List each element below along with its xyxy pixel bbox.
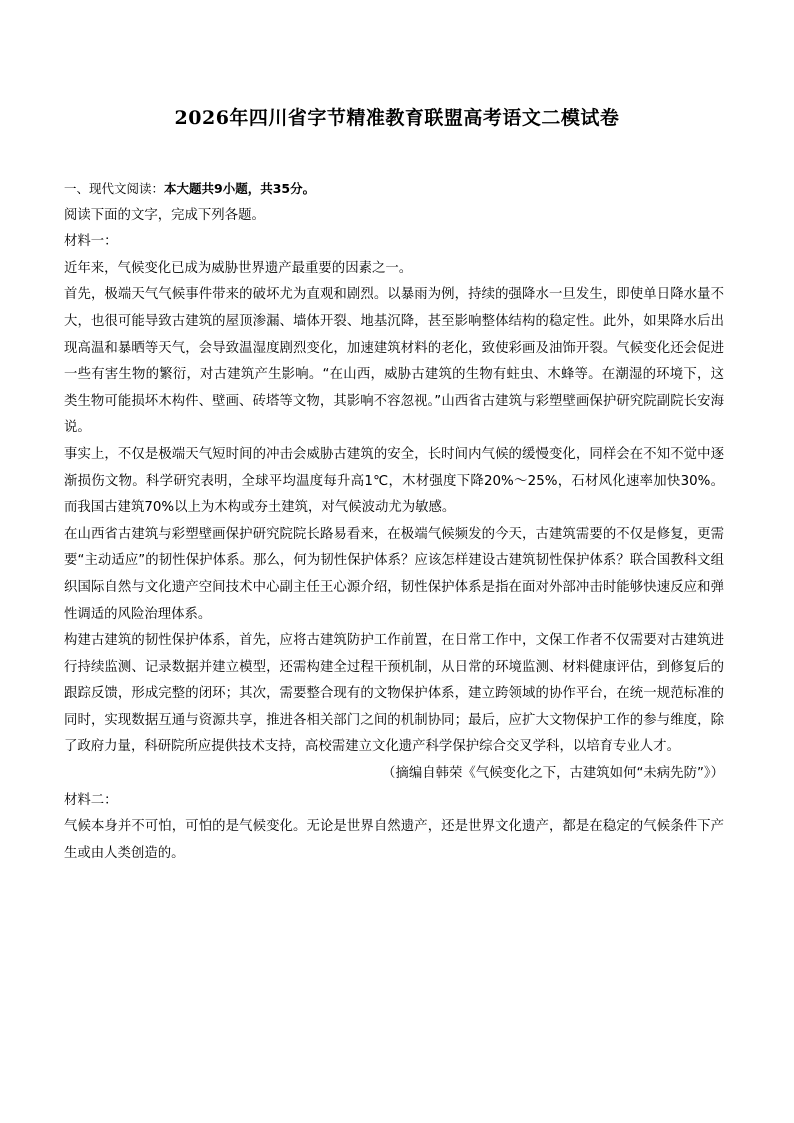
reading-content (64, 176, 724, 867)
material-two-paragraph: 气候本身并不可怕，可怕的是气候变化。无论是世界自然遗产，还是世界文化遗产，都是在稳定的气候条件下产生或由人类创造的。 (64, 819, 724, 861)
section-heading (64, 176, 724, 203)
instruction-text: 阅读下面的文字，完成下列各题。 (64, 207, 265, 223)
material-one-paragraph: 近年来，气候变化已成为威胁世界遗产最重要的因素之一。 (64, 260, 413, 276)
material-one-paragraph: 事实上，不仅是极端天气短时间的冲击会威胁古建筑的安全，长时间内气候的缓慢变化，同样会在不知不觉中逐渐损伤文物。科学研究表明，全球平均温度每升高1℃，木材强度下降20%～25%，石材风化速率加快30%。而我国古建筑70%以上为木构或夯土建筑，对气候波动尤为敏感。 (64, 446, 724, 516)
material-two-label: 材料二： (64, 792, 118, 808)
material-one-paragraph: 在山西省古建筑与彩塑壁画保护研究院院长路易看来，在极端气候频发的今天，古建筑需要的不仅是修复，更需要“主动适应”的韧性保护体系。那么，何为韧性保护体系？应该怎样建设古建筑韧性保护体系？联合国教科文组织国际自然与文化遗产空间技术中心副主任王心源介绍，韧性保护体系是指在面对外部冲击时能够快速反应和弹性调适的风险治理体系。 (64, 526, 724, 622)
material-one-source: （摘编自韩荣《气候变化之下，古建筑如何“未病先防”》） (382, 766, 724, 782)
material-one-paragraph: 构建古建筑的韧性保护体系，首先，应将古建筑防护工作前置，在日常工作中，文保工作者不仅需要对古建筑进行持续监测、记录数据并建立模型，还需构建全过程干预机制，从日常的环境监测、材料健康评估，到修复后的跟踪反馈，形成完整的闭环；其次，需要整合现有的文物保护体系，建立跨领域的协作平台，在统一规范标准的同时，实现数据互通与资源共享，推进各相关部门之间的机制协同；最后，应扩大文物保护工作的参与维度，除了政府力量，科研院所应提供技术支持，高校需建立文化遗产科学保护综合交叉学科，以培育专业人才。 (64, 633, 724, 755)
exam-title: 2026年四川省字节精准教育联盟高考语文二模试卷 (174, 107, 620, 129)
material-one-label: 材料一： (64, 234, 118, 250)
section-heading-label: 一、现代文阅读： (64, 181, 165, 196)
material-one-paragraph: 首先，极端天气气候事件带来的破坏尤为直观和剧烈。以暴雨为例，持续的强降水一旦发生，即使单日降水量不大，也很可能导致古建筑的屋顶渗漏、墙体开裂、地基沉降，甚至影响整体结构的稳定性。此外，如果降水后出现高温和暴晒等天气，会导致温湿度剧烈变化，加速建筑材料的老化，致使彩画及油饰开裂。气候变化还会促进一些有害生物的繁衍，对古建筑产生影响。“在山西，威胁古建筑的生物有蛀虫、木蜂等。在潮湿的环境下，这类生物可能损坏木构件、壁画、砖塔等文物，其影响不容忽视。”山西省古建筑与彩塑壁画保护研究院副院长安海说。 (64, 287, 724, 436)
section-heading-detail: 本大题共9小题，共35分。 (164, 181, 316, 196)
